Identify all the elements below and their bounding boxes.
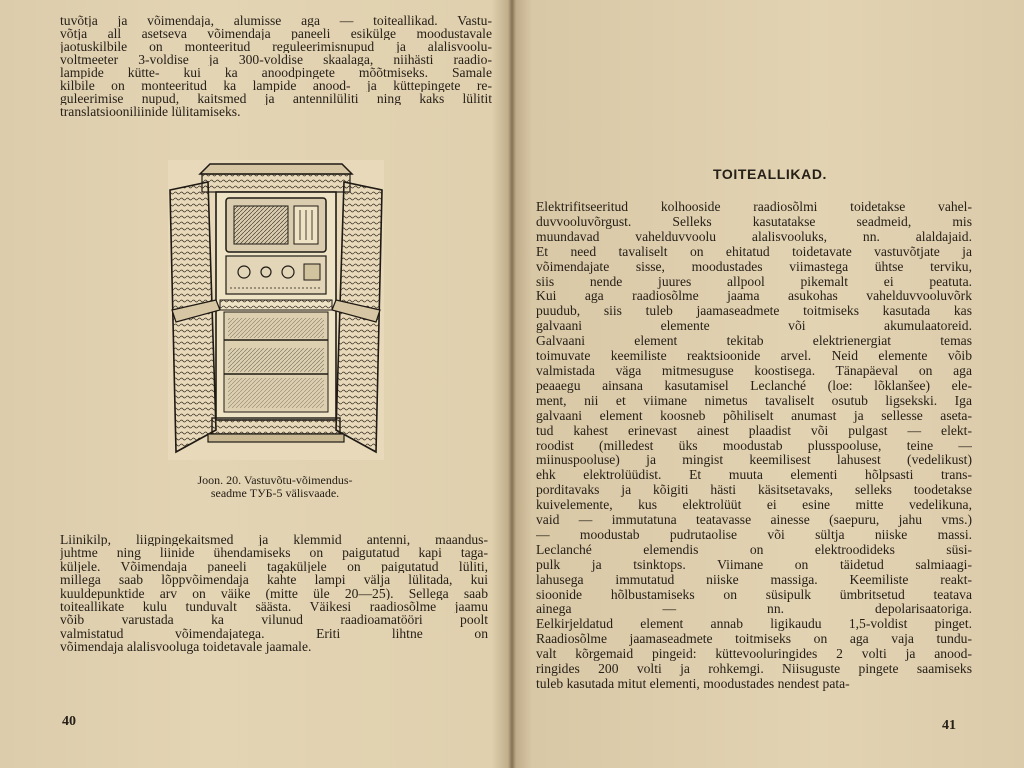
left-bottom-text-line: valmistatud võimendajatega. Eriti lihtne on — [60, 626, 488, 641]
left-bottom-text-line: juhtme ning liinide ühendamiseks on paigutatud kapi taga- — [60, 546, 488, 560]
page-number-right: 41 — [942, 718, 956, 733]
right-body-text-line: sioonide hõlbustamiseks on süsipulk ümbritsetud teatava — [536, 587, 972, 602]
right-body-text-line: ainega — nn. depolarisaatoriga. — [536, 602, 972, 617]
right-body-text-line: Kui aga raadiosõlme jaama asukohas vahelduvvooluvõrk — [536, 289, 972, 304]
left-bottom-text-line: millega saab lõppvõimendaja kahte lampi välja lülitada, kui — [60, 573, 488, 587]
right-body-text-line: ehk elektrolüüdist. Et muuta elementi hõlpsasti trans- — [536, 468, 972, 483]
left-bottom-text-line: küljele. Võimendaja paneeli tagaküljele on paigutatud lüliti, — [60, 559, 488, 574]
right-body-text-line: miinuspooluse) ja mingist keemilisest lahusest (vedelikust) — [536, 453, 972, 468]
right-body-text-line: ment, nii et viimane nimetus tavaliselt osutub ligsekski. Iga — [536, 393, 972, 408]
right-body-text-line: duvvooluvõrgust. Selleks kasutatakse seadmeid, mis — [536, 214, 972, 229]
right-body-text-line: valmistada väga mitmesuguse koostisega. Tänapäeval on aga — [536, 363, 972, 378]
right-body-text-line: toimuvate keemiliste reaktsioonide arvel. Neid elemente võib — [536, 349, 972, 364]
right-body-text-line: Raadiosõlme jaamaseadmete toitmiseks on aga vaja tundu- — [536, 632, 972, 647]
radio-cabinet-illustration — [168, 160, 384, 460]
left-top-text-line: võtja all asetseva võimendaja paneeli esikülge moodustavale — [60, 27, 492, 41]
right-body-text-line: Galvaani element tekitab elektrienergiat temas — [536, 334, 972, 349]
right-body-text-line: peaaegu ainsana kasutamisel Leclanché (loe: lõklanšee) ele- — [536, 378, 972, 393]
left-bottom-paragraph — [60, 533, 488, 654]
right-body-text-line: vaid — immutatuna teatavasse ainesse (saepuru, jahu vms.) — [536, 513, 972, 528]
left-top-text-line: translatsiooniliinide lülitamiseks. — [60, 105, 241, 119]
right-body-text-line: Et need tavaliselt on ehitatud toidetavate vastuvõtjate ja — [536, 244, 972, 259]
left-top-text-line: lampide kütte- kui ka anoodpingete mõõtmiseks. Samale — [60, 66, 492, 80]
left-top-text-line: guleerimise nupud, kaitsmed ja antennilüliti ning kaks lülitit — [60, 92, 492, 106]
left-bottom-text-line: toiteallikate kulu tunduvalt säästa. Väikesi raadiosõlme jaamu — [60, 600, 488, 614]
right-body-text-line: kuivelemente, kus elektrolüüt ei esine mitte vedelikuna, — [536, 498, 972, 513]
right-body-text-line: valt kõrgemaid pingeid: küttevooluringides 2 volti ja anood- — [536, 647, 972, 662]
left-top-paragraph — [60, 14, 492, 118]
right-body-text-line: puudub, siis tuleb jaamaseadmete toitmiseks kasutada kas — [536, 304, 972, 319]
right-body-text-line: galvaani elemente või akumulaatoreid. — [536, 319, 972, 334]
left-bottom-text-line: kuuldepunktide arv on väike (mitte üle 20—25). Sellega saab — [60, 586, 488, 601]
right-body-text — [536, 200, 972, 692]
right-body-text-line: roodist (milledest üks moodustab plusspooluse, teine — — [536, 438, 972, 453]
figure-caption-line-2: seadme ТУБ-5 välisvaade. — [210, 485, 340, 500]
right-body-text-line: porditavaks ja kõigiti hästi käsitsetavaks, selleks toodetakse — [536, 483, 972, 498]
left-top-text-line: jaotuskilbile on monteeritud reguleerimisnupud ja alalisvoolu- — [60, 40, 492, 54]
figure-caption — [150, 474, 400, 499]
right-body-text-line: galvaani element koosneb põhiliselt anumast ja sellesse aseta- — [536, 408, 972, 423]
right-body-text-line: — moodustab pudrutaolise või sültja niiske massi. — [536, 527, 972, 542]
right-body-text-line: Eelkirjeldatud element annab ligikaudu 1,5-voldist pinget. — [536, 617, 972, 632]
right-body-text-line: Elektrifitseeritud kolhooside raadiosõlmi toidetakse vahel- — [536, 200, 972, 214]
right-body-text-line: siis nende juures allpool pikemalt ei peatuta. — [536, 274, 972, 289]
right-page — [512, 0, 1024, 768]
left-top-text-line: kilbile on monteeritud ka lampide anood- ja küttepingete re- — [60, 79, 492, 93]
right-body-text-line: Leclanché elemendis on elektroodideks süsi- — [536, 542, 972, 557]
left-top-text-line: tuvõtja ja võimendaja, alumisse aga — toiteallikad. Vastu- — [60, 14, 492, 28]
right-body-text-line: muundavad vahelduvvoolu alalisvooluks, nn. alaldajaid. — [536, 229, 972, 244]
right-body-text-line: võimendajate sisse, moodustades viimastega ühtse terviku, — [536, 259, 972, 274]
left-bottom-text-line: võib varustada ka vilunud raadioamatööri poolt — [60, 613, 488, 627]
page-number-left: 40 — [62, 714, 76, 729]
section-heading: TOITEALLIKAD. — [712, 166, 828, 182]
left-bottom-text-line: võimendaja alalisvooluga toidetavale jaamale. — [60, 640, 312, 654]
right-body-text-line: pulk ja tsinktops. Viimane on täidetud salmiaagi- — [536, 557, 972, 572]
right-body-text-line: tuleb kasutada mitut elementi, moodustades nendest pata- — [536, 677, 850, 691]
left-bottom-text-line: Liinikilp, liigpingekaitsmed ja klemmid antenni, maandus- — [60, 533, 488, 547]
right-body-text-line: lahusega immutatud niiske massiga. Keemiliste reakt- — [536, 572, 972, 587]
right-body-text-line: ringides 200 volti ja rohkemgi. Niisuguste pingete saamiseks — [536, 662, 972, 677]
left-top-text-line: voltmeeter 3-voldise ja 300-voldise skaalaga, niihästi raadio- — [60, 53, 492, 67]
figure-caption-line-1: Joon. 20. Vastuvõtu-võimendus- — [197, 473, 353, 487]
right-body-text-line: tud kahest erinevast ainest plaadist või pulgast — elekt- — [536, 423, 972, 438]
